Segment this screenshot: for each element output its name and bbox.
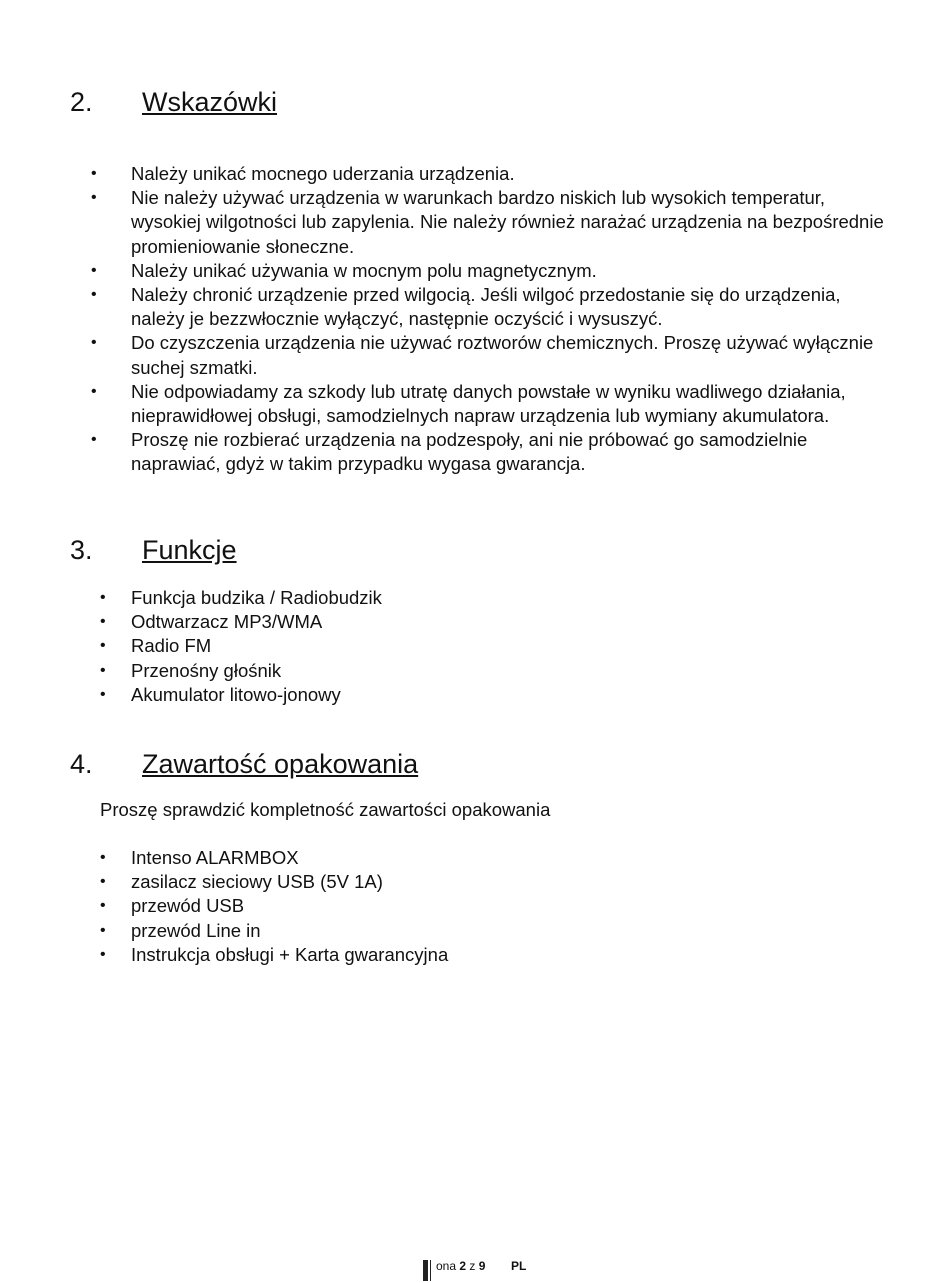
list-item: • Radio FM xyxy=(131,634,831,658)
list-item: • Należy chronić urządzenie przed wilgocią. Jeśli wilgoć przedostanie się do urządzenia, należy je bezzwłocznie wyłączyć, następnie oczyścić i wysuszyć. xyxy=(131,283,891,331)
section-number: 4. xyxy=(70,749,93,779)
list-item: • Odtwarzacz MP3/WMA xyxy=(131,610,831,634)
list-item: • Intenso ALARMBOX xyxy=(131,846,831,870)
package-contents-list xyxy=(131,846,831,967)
tips-list xyxy=(131,162,891,477)
footer-bar-thin xyxy=(430,1260,431,1281)
list-item: • Nie odpowiadamy za szkody lub utratę danych powstałe w wyniku wadliwego działania, nieprawidłowej obsługi, samodzielnych napraw urządzenia lub wymiany akumulatora. xyxy=(131,380,891,428)
section-number: 3. xyxy=(70,535,93,565)
list-item: • Nie należy używać urządzenia w warunkach bardzo niskich lub wysokich temperatur, wysokiej wilgotności lub zapylenia. Nie należy również narażać urządzenia na bezpośrednie promieniowanie słoneczne. xyxy=(131,186,891,259)
page-number: ona 2 z 9 xyxy=(436,1259,486,1273)
page-footer xyxy=(0,1256,950,1283)
list-item: • Należy unikać używania w mocnym polu magnetycznym. xyxy=(131,259,891,283)
section-number: 2. xyxy=(70,87,93,117)
list-item: • przewód USB xyxy=(131,894,831,918)
list-item: • Proszę nie rozbierać urządzenia na podzespoły, ani nie próbować go samodzielnie naprawiać, gdyż w takim przypadku wygasa gwarancja. xyxy=(131,428,891,476)
list-item: • Przenośny głośnik xyxy=(131,659,831,683)
features-list xyxy=(131,586,831,707)
list-item: • Należy unikać mocnego uderzania urządzenia. xyxy=(131,162,891,186)
footer-bar xyxy=(423,1260,428,1281)
list-item: • przewód Line in xyxy=(131,919,831,943)
list-item: • Instrukcja obsługi + Karta gwarancyjna xyxy=(131,943,831,967)
list-item: • Do czyszczenia urządzenia nie używać roztworów chemicznych. Proszę używać wyłącznie suchej szmatki. xyxy=(131,331,891,379)
list-item: • zasilacz sieciowy USB (5V 1A) xyxy=(131,870,831,894)
section-intro: Proszę sprawdzić kompletność zawartości opakowania xyxy=(100,799,551,820)
language-code: PL xyxy=(511,1259,527,1273)
section-title: Wskazówki xyxy=(142,87,278,117)
list-item: • Akumulator litowo-jonowy xyxy=(131,683,831,707)
section-title: Funkcje xyxy=(142,535,237,565)
section-title: Zawartość opakowania xyxy=(142,749,419,779)
list-item: • Funkcja budzika / Radiobudzik xyxy=(131,586,831,610)
